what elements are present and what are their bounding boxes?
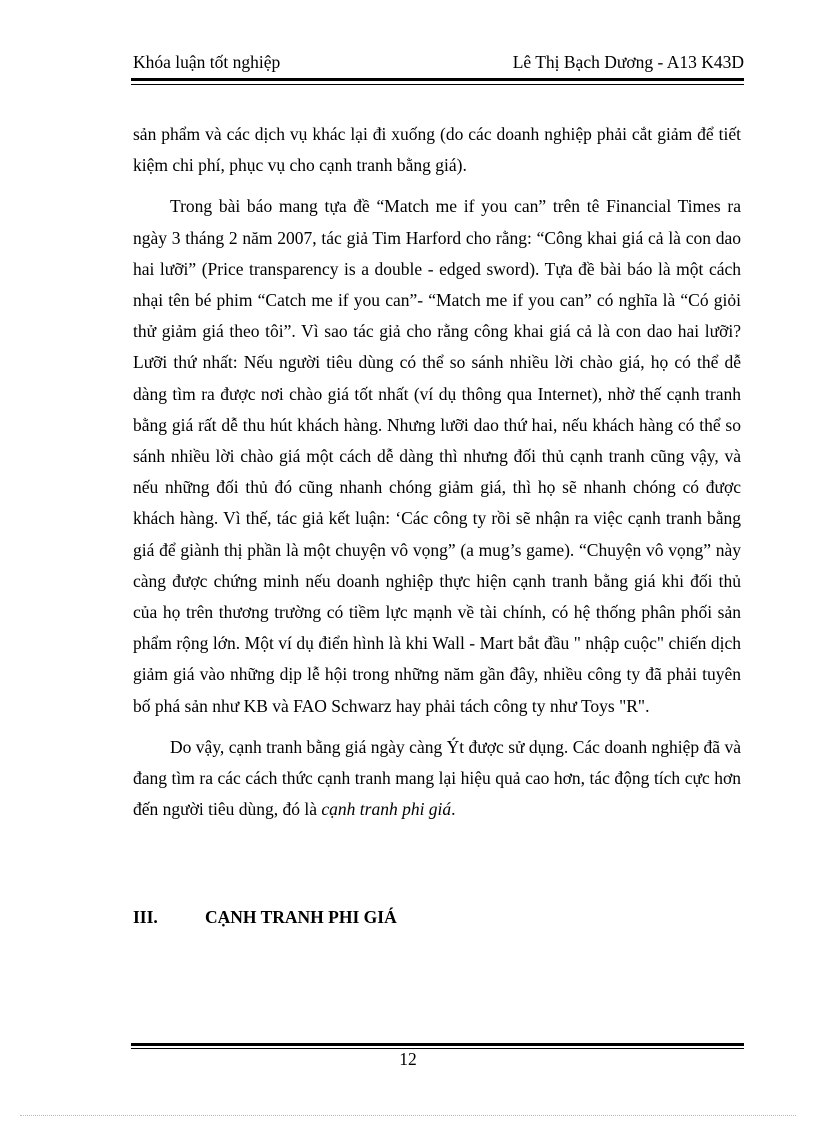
page-header bbox=[133, 52, 744, 76]
page-edge-divider bbox=[20, 1115, 796, 1116]
paragraph-2: Trong bài báo mang tựa đề “Match me if you can” trên tê Financial Times ra ngày 3 tháng 2 năm 2007, tác giả Tim Harford cho rằng: “Công khai giá cả là con dao hai lưỡi” (Price transparency is a double - edged sword). Tựa đề bài báo là một cách nhại tên bé phim “Catch me if you can”- “Match me if you can” có nghĩa là “Có giỏi thử giảm giá theo tôi”. Vì sao tác giả cho rằng công khai giá cả là con dao hai lưỡi? Lưỡi thứ nhất: Nếu người tiêu dùng có thể so sánh nhiều lời chào giá, họ có thể dễ dàng tìm ra được nơi chào giá tốt nhất (ví dụ thông qua Internet), nhờ thế cạnh tranh bằng giá rất dễ thu hút khách hàng. Nhưng lưỡi dao thứ hai, nếu khách hàng có thể so sánh nhiều lời chào giá một cách dễ dàng thì nhưng đối thủ cạnh tranh cũng vậy, và nếu những đối thủ đó cũng nhanh chóng giảm giá, thì họ sẽ nhanh chóng có được khách hàng. Vì thế, tác giả kết luận: ‘Các công ty rồi sẽ nhận ra việc cạnh tranh bằng giá để giành thị phần là một chuyện vô vọng” (a mug’s game). “Chuyện vô vọng” này càng được chứng minh nếu doanh nghiệp thực hiện cạnh tranh bằng giá khi đối thủ của họ trên thương trường có tiềm lực mạnh về tài chính, có hệ thống phân phối sản phẩm rộng lớn. Một ví dụ điển hình là khi Wall - Mart bắt đầu " nhập cuộc" chiến dịch giảm giá vào những dịp lễ hội trong những năm gần đây, nhiều công ty đã phải tuyên bố phá sản như KB và FAO Schwarz hay phải tách công ty như Toys "R". bbox=[133, 196, 741, 716]
header-author: Lê Thị Bạch Dương - A13 K43D bbox=[512, 52, 744, 72]
section-heading bbox=[133, 907, 397, 928]
paragraph-3-end: . bbox=[451, 799, 456, 820]
paragraph-3 bbox=[133, 732, 741, 826]
section-title: CẠNH TRANH PHI GIÁ bbox=[205, 907, 397, 927]
page-number: 12 bbox=[399, 1049, 417, 1069]
section-number: III. bbox=[133, 907, 158, 927]
header-rule-thin bbox=[131, 84, 744, 85]
paragraph-3-text: Do vậy, cạnh tranh bằng giá ngày càng Ýt được sử dụng. Các doanh nghiệp đã và đang tìm ra các cách thức cạnh tranh mang lại hiệu quả cao hơn, tác động tích cực hơn đến người tiêu dùng, đó là bbox=[133, 736, 741, 820]
paragraph-1: sản phẩm và các dịch vụ khác lại đi xuống (do các doanh nghiệp phải cắt giảm để tiết kiệm chi phí, phục vụ cho cạnh tranh bằng giá). bbox=[133, 124, 741, 176]
header-thesis-label: Khóa luận tốt nghiệp bbox=[133, 52, 281, 72]
header-rule-thick bbox=[131, 78, 744, 81]
footer-rule-thick bbox=[131, 1043, 744, 1046]
body-text bbox=[133, 119, 741, 825]
paragraph-3-emphasis: cạnh tranh phi giá bbox=[321, 799, 452, 820]
